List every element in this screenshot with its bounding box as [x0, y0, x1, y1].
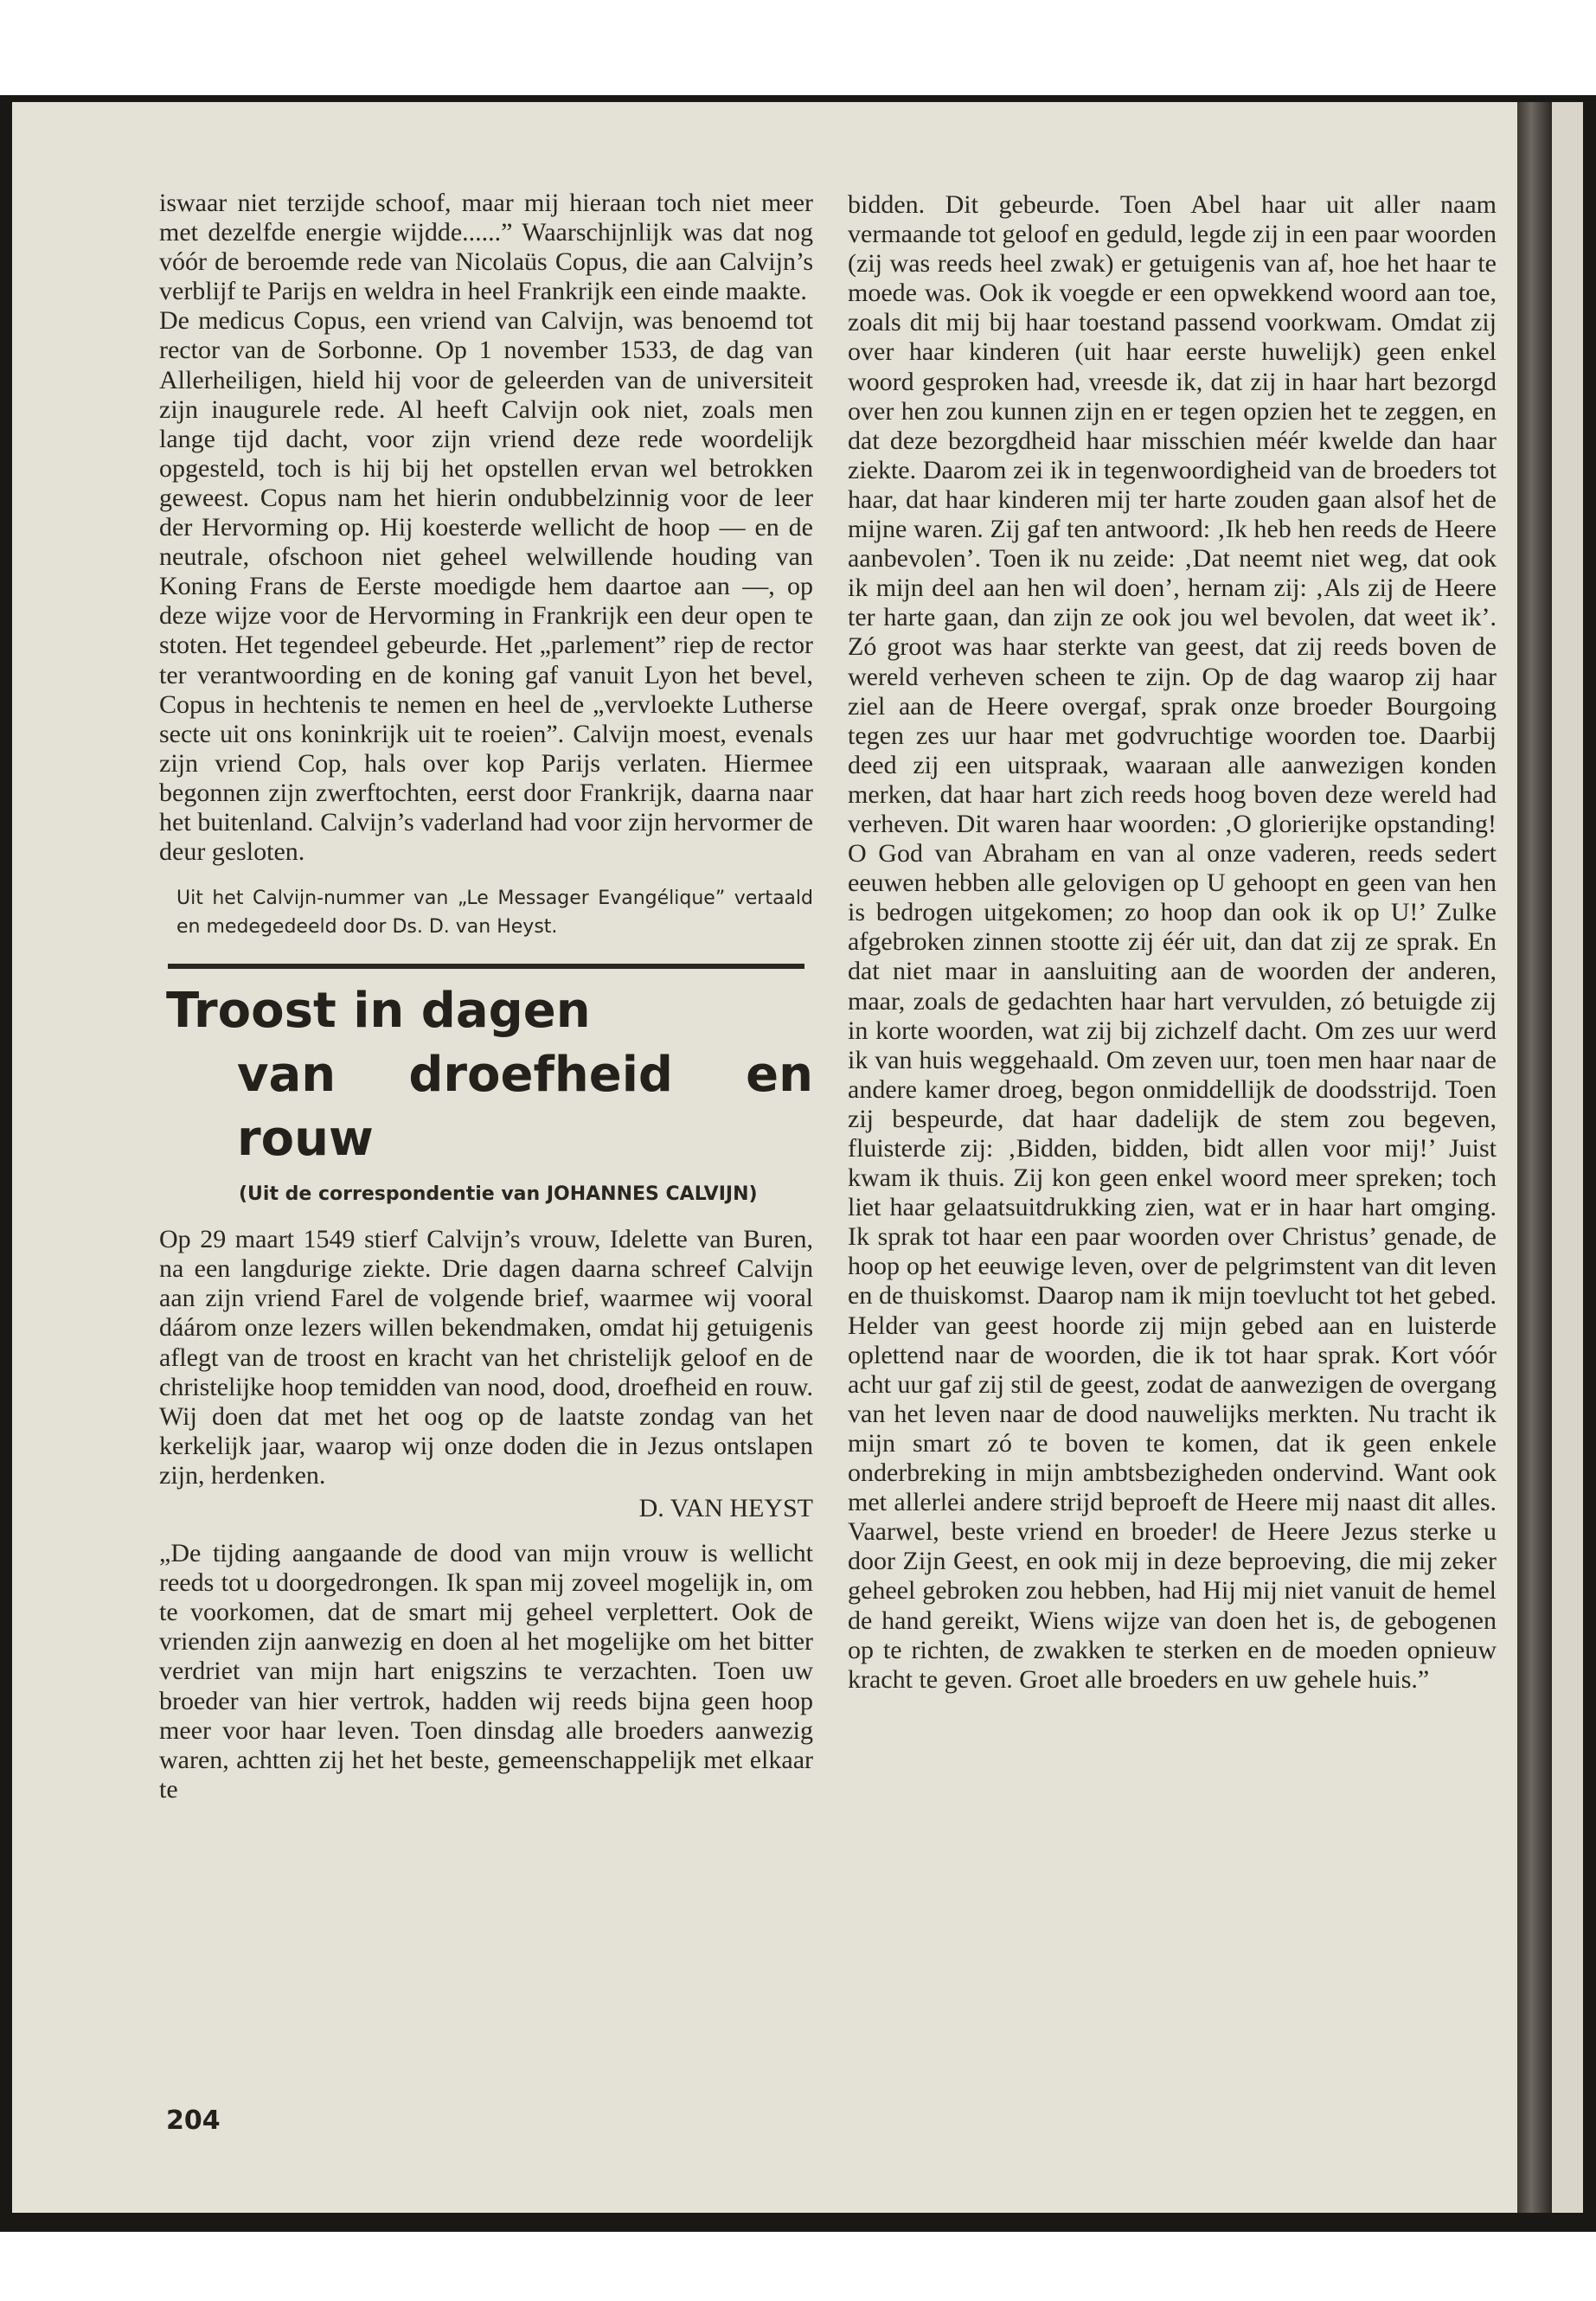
page-number: 204 — [166, 2106, 221, 2136]
right-column — [848, 190, 1497, 1695]
article-title-line-1: Troost in dagen — [166, 983, 591, 1040]
letter-text-continued: bidden. Dit gebeurde. Toen Abel haar uit aller naam vermaande tot geloof en geduld, legde zij in een paar woorden (zij was reeds heel zwak) er getuigenis van af, hoe het haar te moede was. Ook ik voegde er een opwekkend woord aan toe, zoals dit mij bij haar toestand passend voorkwam. Omdat zij over haar kinderen (uit haar eerste huwelijk) geen enkel woord gesproken had, vreesde ik, dat zij in haar hart bezorgd over hen zou kunnen zijn en er tegen opzien het te zeggen, en dat deze bezorgdheid haar misschien méér kwelde dan haar ziekte. Daarom zei ik in tegenwoordigheid van de broeders tot haar, dat haar kinderen mij ter harte zouden gaan alsof het de mijne waren. Zij gaf ten antwoord: ‚Ik heb hen reeds de Heere aanbevolen’. Toen ik nu zeide: ‚Dat neemt niet weg, dat ook ik mijn deel aan hen wil doen’, hernam zij: ‚Als zij de Heere ter harte gaan, dan zijn ze ook jou wel bevolen, dat weet ik’. Zó groot was haar sterkte van geest, dat zij reeds boven de wereld verheven scheen te zijn. Op de dag waarop zij haar ziel aan de Heere overgaf, sprak onze broeder Bourgoing tegen zes uur haar met godvruchtige woorden toe. Daarbij deed zij een uitspraak, waaraan alle aanwezigen konden merken, dat haar hart zich reeds hoog boven deze wereld had verheven. Dit waren haar woorden: ‚O glorierijke opstanding! O God van Abraham en van al onze vaderen, reeds sedert eeuwen hebben alle gelovigen op U gehoopt en geen van hen is bedrogen uitgekomen; zo hoop dan ook ik op U!’ Zulke afgebroken zinnen stootte zij éér uit, dan dat zij ze sprak. En dat niet maar in aansluiting aan de woorden der anderen, maar, zoals de gedachten haar hart vervulden, zó betuigde zij in korte woorden, wat zij bij zichzelf dacht. Om zes uur werd ik van huis weggehaald. Om zeven uur, toen men haar naar de andere kamer droeg, begon onmiddellijk de doodsstrijd. Toen zij bespeurde, dat haar dadelijk de stem zou begeven, fluisterde zij: ‚Bidden, bidden, bidt allen voor mij!’ Juist kwam ik thuis. Zij kon geen enkel woord meer spreken; toch liet haar gelaatsuitdrukking zien, wat er in haar hart omging. Ik sprak tot haar een paar woorden over Christus’ genade, de hoop op het eeuwige leven, over de pelgrimstent van dit leven en de thuiskomst. Daarop nam ik mijn toevlucht tot het gebed. Helder van geest hoorde zij mijn gebed aan en luisterde oplettend naar de woorden, die ik tot haar sprak. Kort vóór acht uur gaf zij stil de geest, zodat de aanwezigen de overgang van het leven naar de dood nauwelijks merkten. Nu tracht ik mijn smart zó te boven te komen, dat ik geen enkele onderbreking in mijn ambtsbezigheden ondervind. Want ook met allerlei andere strijd beproeft de Heere mij naast dit alles. Vaarwel, beste vriend en broeder! de Heere Jezus sterke u door Zijn Geest, en ook mij in deze beproeving, die mij zeker geheel gebroken zou hebben, had Hij mij niet vanuit de hemel de hand gereikt, Wiens wijze van doen het is, de gebogenen op te richten, de zwakken te sterken en de moeden opnieuw kracht te geven. Groet alle broeders en uw gehele huis.” — [848, 190, 1497, 1694]
article-subtitle: (Uit de correspondentie van JOHANNES CALVIJN) — [239, 1183, 758, 1206]
letter-text-start: „De tijding aangaande de dood van mijn vrouw is wellicht reeds tot u doorgedrongen. Ik span mij zoveel mogelijk in, om te voorkomen, dat de smart mij geheel verplettert. Ook de vrienden zijn aanwezig en doen al het mogelijke om het bitter verdriet van mijn hart enigszins te verzachten. Toen uw broeder van hier vertrok, hadden wij reeds bijna geen hoop meer voor haar leven. Toen dinsdag alle broeders aanwezig waren, achtten zij het het beste, gemeenschappelijk met elkaar te — [159, 1539, 813, 1804]
article-title-line-2: van droefheid en rouw — [237, 1047, 813, 1168]
page-edge — [1552, 102, 1583, 2213]
intro-paragraph: iswaar niet terzijde schoof, maar mij hieraan toch niet meer met dezelfde energie wijdde......” Waarschijnlijk was dat nog vóór de beroemde rede van Nicolaüs Copus, die aan Calvijn’s verblijf te Parijs en weldra in heel Frankrijk een einde maakte. — [159, 189, 813, 306]
section-divider — [168, 964, 804, 969]
copus-paragraph: De medicus Copus, een vriend van Calvijn, was benoemd tot rector van de Sorbonne. Op 1 november 1533, de dag van Allerheiligen, hield hij voor de geleerden van de universiteit zijn inaugurele rede. Al heeft Calvijn ook niet, zoals men lange tijd dacht, voor zijn vriend deze rede woordelijk opgesteld, toch is hij bij het opstellen ervan wel betrokken geweest. Copus nam het hierin ondubbelzinnig voor de leer der Hervorming op. Hij koesterde wellicht de hoop — en de neutrale, ofschoon niet geheel welwillende houding van Koning Frans de Eerste moedigde hem daartoe aan —, op deze wijze voor de Hervorming in Frankrijk een deur open te stoten. Het tegendeel gebeurde. Het „parlement” riep de rector ter verantwoording en de koning gaf vanuit Lyon het bevel, Copus in hechtenis te nemen en heel de „vervloekte Lutherse secte uit ons koninkrijk uit te roeien”. Calvijn moest, evenals zijn vriend Cop, hals over kop Parijs verlaten. Hiermee begonnen zijn zwerftochten, eerst door Frankrijk, daarna naar het buitenland. Calvijn’s vaderland had voor zijn hervormer de deur gesloten. — [159, 306, 813, 867]
left-column — [159, 189, 813, 1804]
book-binding — [1517, 102, 1552, 2213]
translation-credit: Uit het Calvijn-nummer van „Le Messager Evangélique” vertaald en medegedeeld door Ds. D. van Heyst. — [176, 888, 813, 939]
article-title — [159, 979, 813, 1171]
author-signature: D. VAN HEYST — [638, 1494, 813, 1522]
article-intro: Op 29 maart 1549 stierf Calvijn’s vrouw, Idelette van Buren, na een langdurige ziekte. Drie dagen daarna schreef Calvijn aan zijn vriend Farel de volgende brief, waarmee wij vooral dáárom onze lezers willen bekendmaken, omdat hij getuigenis aflegt van de troost en kracht van het christelijk geloof en de christelijke hoop temidden van nood, dood, droefheid en rouw. Wij doen dat met het oog op de laatste zondag van het kerkelijk jaar, waarop wij onze doden die in Jezus ontslapen zijn, herdenken. — [159, 1225, 813, 1490]
